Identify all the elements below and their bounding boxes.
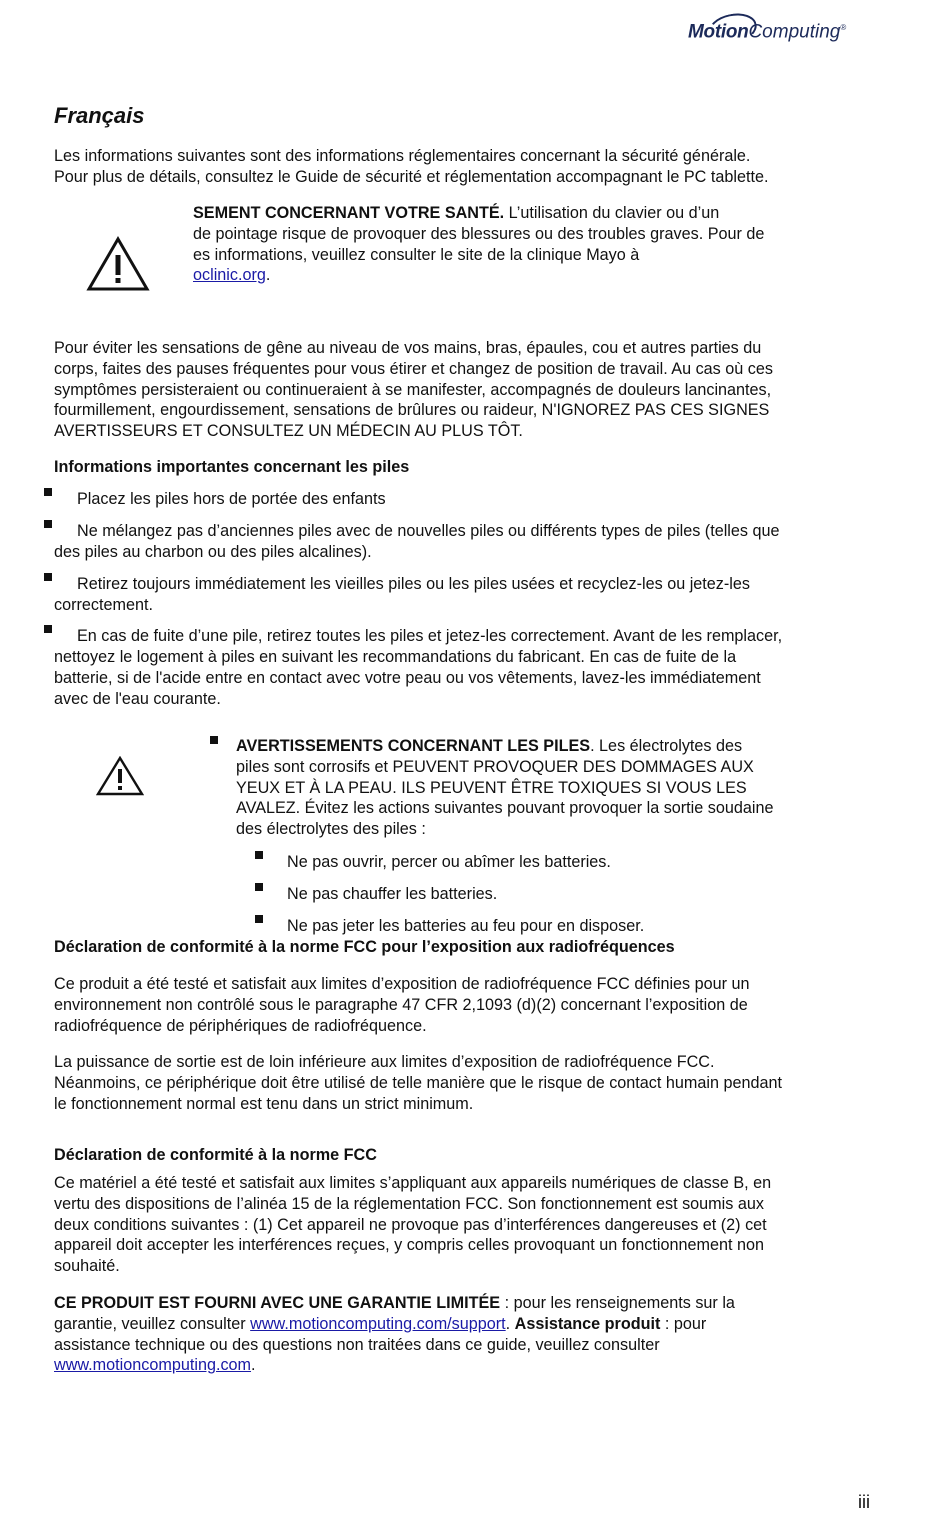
- bullet-icon: [255, 851, 263, 859]
- bullet-icon: [255, 883, 263, 891]
- battery-item: En cas de fuite d’une pile, retirez toutes les piles et jetez-les correctement. Avant de les remplacer,: [77, 627, 783, 645]
- health-warning: SEMENT CONCERNANT VOTRE SANTÉ. L’utilisation du clavier ou d’un de pointage risque de provoquer des blessures ou des troubles graves. Pour de es informations, veuillez consulter le site de la clinique Mayo à oclinic.org.: [193, 204, 765, 285]
- fcc-rf-paragraph-1: Ce produit a été testé et satisfait aux limites d’exposition de radiofréquence FCC définies pour un environnement non contrôlé sous le paragraphe 47 CFR 2,1093 (d)(2) concernant l’exposition de radiofréquence de périphériques de radiofréquence.: [54, 975, 750, 1035]
- battery-item-cont: nettoyez le logement à piles en suivant les recommandations du fabricant. En cas de fuite de la batterie, si de l'acide entre en contact avec votre peau ou vos vêtements, lavez-les immédiatement avec de l'eau courante.: [54, 648, 761, 708]
- battery-item-cont: des piles au charbon ou des piles alcalines).: [54, 543, 372, 561]
- bullet-icon: [255, 915, 263, 923]
- battery-warning-item: Ne pas chauffer les batteries.: [287, 885, 498, 903]
- mayo-clinic-link[interactable]: oclinic.org: [193, 266, 266, 285]
- warning-triangle-icon: [86, 236, 150, 292]
- battery-warning: AVERTISSEMENTS CONCERNANT LES PILES. Les électrolytes des piles sont corrosifs et PEUVENT PROVOQUER DES DOMMAGES AUX YEUX ET À LA PEAU. ILS PEUVENT ÊTRE TOXIQUES SI VOUS LES AVALEZ. Évitez les actions suivantes pouvant provoquer la sortie soudaine des électrolytes des piles :: [236, 737, 774, 839]
- bullet-icon: [44, 488, 52, 496]
- battery-warning-item: Ne pas ouvrir, percer ou abîmer les batteries.: [287, 853, 611, 871]
- bullet-icon: [44, 573, 52, 581]
- bullet-icon: [44, 520, 52, 528]
- ergonomic-paragraph: Pour éviter les sensations de gêne au niveau de vos mains, bras, épaules, cou et autres parties du corps, faites des pauses fréquentes pour vous étirer et changez de position de travail. Au cas où ces symptômes persisteraient ou continueraient à se manifester, accompagnés de douleurs lancinantes, fourmillement, engourdissement, sensations de brûlures ou raideur, N'IGNOREZ PAS CES SIGNES AVERTISSEURS ET CONSULTEZ UN MÉDECIN AU PLUS TÔT.: [54, 339, 773, 441]
- bullet-icon: [210, 736, 218, 744]
- motion-computing-logo: MotionComputing®: [688, 12, 878, 46]
- battery-item: Ne mélangez pas d’anciennes piles avec de nouvelles piles ou différents types de piles (telles que: [77, 522, 780, 540]
- fcc-paragraph: Ce matériel a été testé et satisfait aux limites s’appliquant aux appareils numériques de classe B, en vertu des dispositions de l’alinéa 15 de la réglementation FCC. Son fonctionnement est soumis aux deux conditions suivantes : (1) Cet appareil ne provoque pas d’interférences dangereuses et (2) cet appareil doit accepter les interférences reçues, y compris celles provoquant un fonctionnement non souhaité.: [54, 1174, 772, 1276]
- support-link[interactable]: www.motioncomputing.com/support: [250, 1314, 506, 1333]
- section-title: Français: [54, 103, 145, 128]
- fcc-rf-heading: Déclaration de conformité à la norme FCC pour l’exposition aux radiofréquences: [54, 938, 675, 956]
- intro-paragraph: Les informations suivantes sont des informations réglementaires concernant la sécurité générale. Pour plus de détails, consultez le Guide de sécurité et réglementation accompagnant le PC tablette.: [54, 147, 769, 186]
- warning-triangle-icon: [96, 756, 144, 796]
- battery-item-cont: correctement.: [54, 596, 153, 614]
- warranty-paragraph: CE PRODUIT EST FOURNI AVEC UNE GARANTIE LIMITÉE : pour les renseignements sur la garantie, veuillez consulter www.motioncomputing.com/support. Assistance produit : pour assistance technique ou des questions non traitées dans ce guide, veuillez consulter www.motioncomputing.com.: [54, 1294, 735, 1375]
- fcc-heading: Déclaration de conformité à la norme FCC: [54, 1146, 377, 1164]
- batteries-heading: Informations importantes concernant les piles: [54, 458, 410, 476]
- page-number: iii: [858, 1492, 870, 1512]
- battery-item: Placez les piles hors de portée des enfants: [77, 490, 386, 508]
- website-link[interactable]: www.motioncomputing.com: [54, 1356, 252, 1375]
- battery-item: Retirez toujours immédiatement les vieilles piles ou les piles usées et recyclez-les ou jetez-les: [77, 575, 750, 593]
- battery-warning-item: Ne pas jeter les batteries au feu pour en disposer.: [287, 917, 645, 935]
- fcc-rf-paragraph-2: La puissance de sortie est de loin inférieure aux limites d’exposition de radiofréquence FCC. Néanmoins, ce périphérique doit être utilisé de telle manière que le risque de contact humain pendant le fonctionnement normal est tenu dans un strict minimum.: [54, 1053, 782, 1113]
- bullet-icon: [44, 625, 52, 633]
